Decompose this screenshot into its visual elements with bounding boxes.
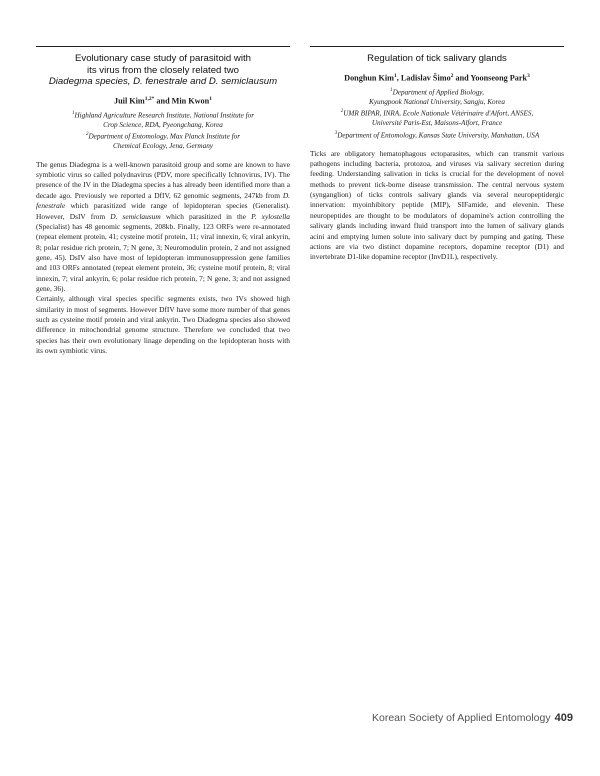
left-affil-2-line-2: Chemical Ecology, Jena, Germany [113,142,213,151]
right-authors-and: and [453,73,471,83]
left-title-line-1: Evolutionary case study of parasitoid with [75,53,251,65]
footer-society-name: Korean Society of Applied Entomology [372,712,551,724]
left-p1-text-b: which parasitized wide range of lepidopteran species (Generalist). However, DsIV from [36,201,290,221]
left-abstract-paragraph-2: Certainly, although viral species specific segments exists, two IVs showed high similarity in most of segments. However DfIV have some more number of that genes such as cysteine motif protein and viral ankyrin. Two Diadegma species also showed difference in mitochondrial genome structure. Therefore we concluded that two species has their own evolutionary linage depending on the lepidopteran hosts with its own symbiotic virus. [36,294,290,355]
left-title-line-2: its virus from the closely related two [87,64,239,76]
right-header-rule [310,46,564,47]
right-affil-1-line-2: Kyungpook National University, Sangju, Korea [369,97,505,106]
right-affiliation-2 [310,107,564,119]
left-author-2-sup: 1 [209,95,212,102]
right-abstract-column [310,46,564,263]
left-affiliation-1 [36,109,290,121]
right-affiliation-1 [310,86,564,98]
left-title-line-3: Diadegma species, D. fenestrale and D. semiclausum [48,76,278,88]
right-author-1: Donghun Kim [344,73,394,83]
left-affil-1-line-2: Crop Science, RDA, Pyeongchang, Korea [103,120,223,129]
left-authors [36,94,290,107]
left-affiliations [36,109,290,152]
right-author-3-sup: 3 [527,72,530,79]
right-abstract-body [310,149,564,263]
right-authors [310,71,564,84]
right-affil-2-line-1: UMR BIPAR, INRA, Ecole Nationale Vétérinaire d'Alfort, ANSES, [343,109,534,118]
right-paper-title: Regulation of tick salivary glands [367,53,507,65]
left-affil-2-line-1: Department of Entomology, Max Planck Institute for [88,132,240,141]
right-affil-3-sup: 3 [334,130,338,136]
left-affil-1-line-1: Highland Agriculture Research Institute, National Institute for [74,111,255,120]
left-p1-text-d: (Specialist) has 48 genomic segments, 208kb. Finally, 123 ORFs were re-annotated (repeat element protein, 41; cysteine motif protein, 11; viral innexin, 6; viral ankyrin, 8; polar residue rich protein, 7; N gene, 3; Neuromodulin protein, 2 and not assigned gene, 45). DsIV also have most of lepidopteran immunosuppression gene families and 103 ORFs annotated (repeat element protein, 36; cysteine motif protein, 8; viral innexin, 7; viral ankyrin, 6; polar residue rich protein, 7; N gene, 3; and not assigned gene, 36). [36,221,290,293]
left-authors-and: and [154,96,172,106]
right-author-3: Yoonseong Park [470,73,528,83]
left-p1-text-a: The genus Diadegma is a well-known parasitoid group and some are known to have symbiotic virus so called polydnavirus (PDV, more specifically Ichnovirus, IV). The presence of the IV in the Diadegma species a has already been identified more than a decade ago. Previously we reported a DfIV, 62 genomic segments, 247kb from [36,159,290,200]
left-abstract-column [36,46,290,356]
right-authors-sep: , [396,73,401,83]
left-author-1: Juil Kim [114,96,145,106]
right-affil-2-sup: 2 [340,109,344,115]
page-footer [372,712,573,724]
right-affil-1-sup: 1 [390,87,393,93]
left-affil-2-sup: 2 [85,132,89,138]
right-author-2-sup: 2 [450,72,454,79]
left-affiliation-2 [36,130,290,142]
left-abstract-body [36,160,290,357]
left-author-2: Min Kwon [171,96,210,106]
left-paper-title [36,53,290,88]
right-affil-2-line-2: Université Paris-Est, Maisons-Alfort, France [371,119,503,128]
footer-page-number: 409 [554,712,573,724]
right-author-2: Ladislav Šimo [400,73,451,83]
right-author-1-sup: 1 [394,72,397,79]
right-affil-3-line-1: Department of Entomology, Kansas State University, Manhattan, USA [337,131,540,140]
right-affil-1-line-1: Department of Applied Biology, [392,88,484,97]
left-header-rule [36,46,290,47]
left-p1-species-1: D. fenestrale [36,190,290,211]
left-author-1-sup: 1,2* [144,95,155,102]
right-affiliations [310,86,564,141]
left-p1-species-2: D. semiclausum [110,211,161,221]
right-abstract-paragraph: Ticks are obligatory hematophagous ectoparasites, which can transmit various pathogens including bacteria, protozoa, and viruses via salivary secretion during feeding. Understanding salivation in ticks is crucial for the development of novel methods to prevent tick-borne disease transmission. The central nervous system (synganglion) of ticks controls salivary glands via several neuropeptidergic innervation: myoinhibitory peptide (MIP), SIFamide, and elevenin. These neuropeptides are thought to be modulators of dopamine's action controlling the salivary glands including inward fluid transport into the lumen of salivary glands acini and emptying lumen solute into salivary duct by pumping and gating. These actions are via two distinct dopamine receptors, dopamine receptor (D1) and invertebrate D1-like dopamine receptor (InvD1L), respectively. [310,148,564,262]
left-affil-1-sup: 1 [71,110,75,116]
left-abstract-paragraph-1 [36,160,290,294]
left-p1-species-3: P. xylostella [251,211,291,221]
left-p1-text-c: which parasitized in the [160,211,252,221]
right-affiliation-3 [310,129,564,141]
